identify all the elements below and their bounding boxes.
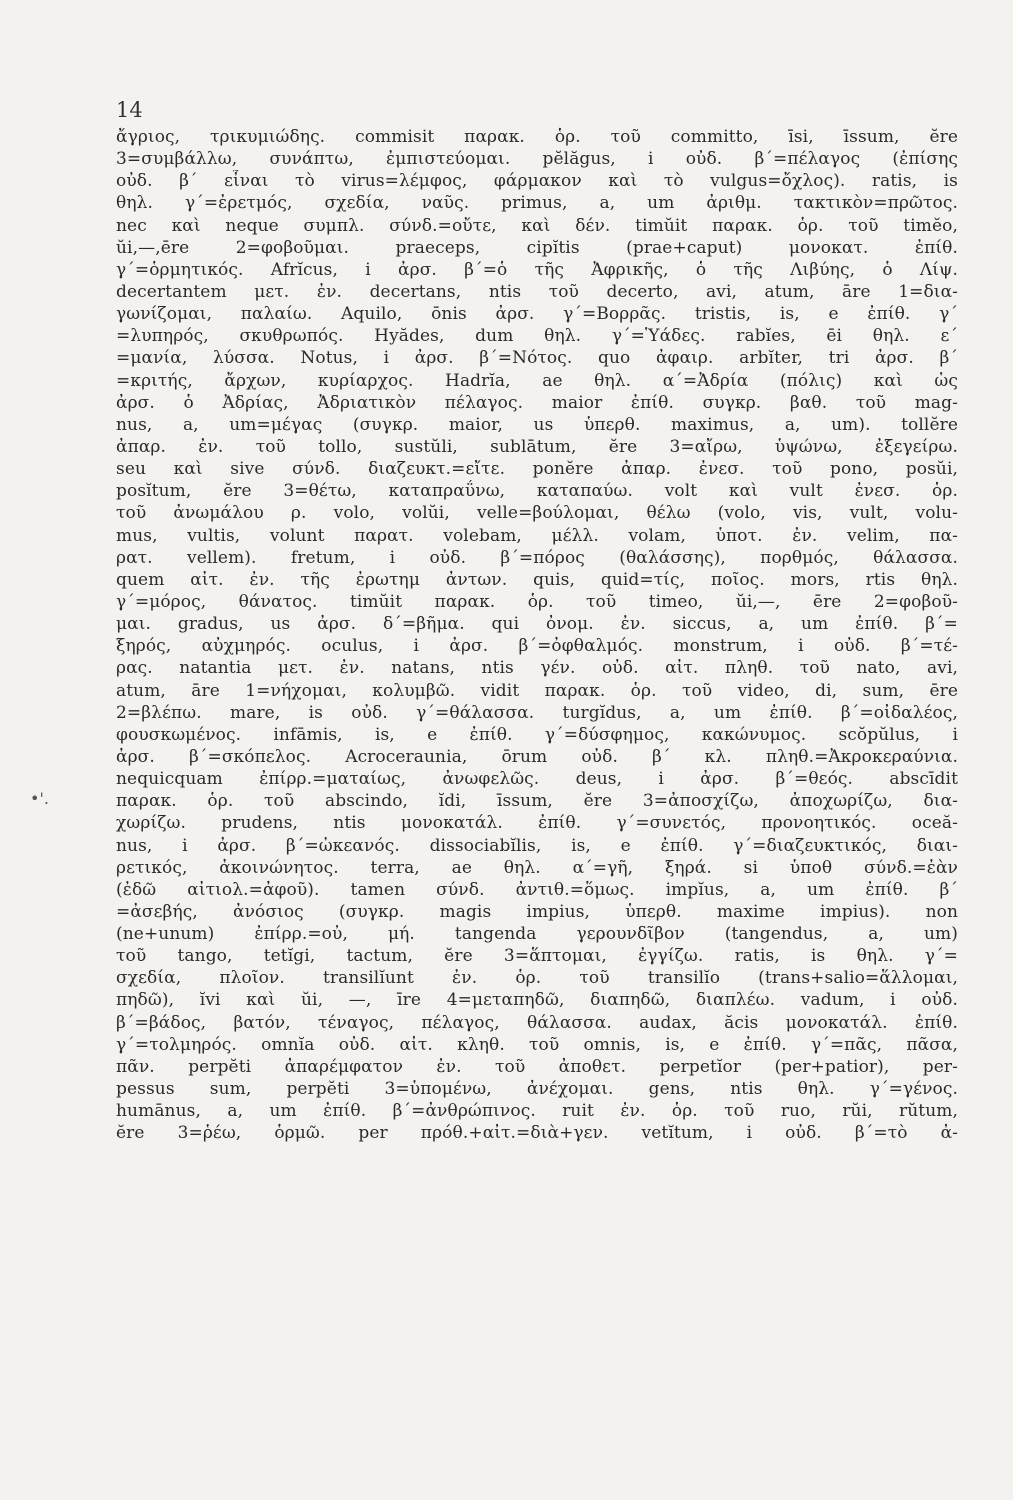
- text-line: γ΄=μόρος, θάνατος. timŭit παρακ. ὁρ. τοῦ timeo, ŭi,—, ēre 2=φοβοῦ-: [116, 591, 958, 612]
- text-line: θηλ. γ΄=ἐρετμός, σχεδία, ναῦς. primus, a, um ἀριθμ. τακτικὸν=πρῶτος.: [116, 193, 958, 214]
- text-line: β΄=βάδος, βατόν, τέναγος, πέλαγος, θάλασσα. audax, ăcis μονοκατάλ. ἐπίθ.: [116, 1012, 958, 1033]
- text-line: ŭi,—,ēre 2=φοβοῦμαι. praeceps, cipĭtis (prae+caput) μονοκατ. ἐπίθ.: [116, 237, 958, 258]
- text-line: =ἀσεβής, ἀνόσιος (συγκρ. magis impius, ὑπερθ. maxime impius). non: [116, 901, 958, 922]
- text-line: 2=βλέπω. mare, is οὐδ. γ΄=θάλασσα. turgĭdus, a, um ἐπίθ. β΄=οἰδαλέος,: [116, 702, 958, 723]
- text-line: posĭtum, ĕre 3=θέτω, καταπραΰνω, καταπαύω. volt καὶ vult ἐνεσ. ὁρ.: [116, 481, 958, 502]
- text-line: ρετικός, ἀκοινώνητος. terra, ae θηλ. α΄=γῆ, ξηρά. si ὑποθ σύνδ.=ἐὰν: [116, 857, 958, 878]
- text-line: ἄγριος, τρικυμιώδης. commisit παρακ. ὁρ. τοῦ committo, īsi, īssum, ĕre: [116, 127, 958, 147]
- text-line: nus, i ἀρσ. β΄=ὠκεανός. dissociabĭlis, is, e ἐπίθ. γ΄=διαζευκτικός, διαι-: [116, 835, 958, 856]
- text-line: pessus sum, perpĕti 3=ὑπομένω, ἀνέχομαι. gens, ntis θηλ. γ΄=γένος.: [116, 1079, 958, 1100]
- text-line: 3=συμβάλλω, συνάπτω, ἐμπιστεύομαι. pĕlăgus, i οὐδ. β΄=πέλαγος (ἐπίσης: [116, 149, 958, 170]
- text-line: (ne+unum) ἐπίρρ.=οὐ, μή. tangenda γερουνδῖβον (tangendus, a, um): [116, 924, 958, 945]
- text-line: ρας. natantia μετ. ἐν. natans, ntis γέν. οὐδ. αἰτ. πληθ. τοῦ nato, avi,: [116, 658, 958, 679]
- text-line: ἀρσ. β΄=σκόπελος. Acrocerauniа, ōrum οὐδ. β΄ κλ. πληθ.=Ἀκροκεραύνια.: [116, 746, 958, 767]
- text-line: τοῦ ἀνωμάλου ρ. volo, volŭi, velle=βούλομαι, θέλω (volo, vis, vult, volu-: [116, 503, 958, 524]
- text-line: atum, āre 1=νήχομαι, κολυμβῶ. vidit παρακ. ὁρ. τοῦ video, di, sum, ēre: [116, 680, 958, 701]
- text-line: =λυπηρός, σκυθρωπός. Hyădes, dum θηλ. γ΄=Ὑάδες. rabĭes, ēi θηλ. ε΄: [116, 326, 958, 347]
- text-line: ĕre 3=ῥέω, ὁρμῶ. per πρόθ.+αἰτ.=διὰ+γεν. vetĭtum, i οὐδ. β΄=τὸ ἀ-: [116, 1123, 958, 1144]
- text-line: σχεδία, πλοῖον. transilĭunt ἐν. ὁρ. τοῦ transilĭo (trans+salio=ἅλλομαι,: [116, 968, 958, 989]
- margin-mark: •'.: [30, 789, 49, 808]
- text-line: παρακ. ὁρ. τοῦ abscindo, ĭdi, īssum, ĕre 3=ἀποσχίζω, ἀποχωρίζω, δια-: [116, 791, 958, 812]
- text-line: γ΄=τολμηρός. omnĭa οὐδ. αἰτ. κληθ. τοῦ omnis, is, e ἐπίθ. γ΄=πᾶς, πᾶσα,: [116, 1034, 958, 1055]
- text-line: nequicquam ἐπίρρ.=ματαίως, ἀνωφελῶς. deus, i ἀρσ. β΄=θεός. abscīdit: [116, 769, 958, 790]
- text-line: =κριτής, ἄρχων, κυρίαρχος. Hadrĭa, ae θηλ. α΄=Ἀδρία (πόλις) καὶ ὡς: [116, 370, 958, 391]
- text-line: τοῦ tango, tetĭgi, tactum, ĕre 3=ἅπτομαι, ἐγγίζω. ratis, is θηλ. γ΄=: [116, 946, 958, 967]
- text-line: =μανία, λύσσα. Notus, i ἀρσ. β΄=Νότος. quo ἀφαιρ. arbĭter, tri ἀρσ. β΄: [116, 348, 958, 369]
- text-line: γωνίζομαι, παλαίω. Aquilo, ōnis ἀρσ. γ΄=Βορρᾶς. tristis, is, e ἐπίθ. γ΄: [116, 304, 958, 325]
- page-number: 14: [116, 98, 143, 122]
- text-line: χωρίζω. prudens, ntis μονοκατάλ. ἐπίθ. γ΄=συνετός, προνοητικός. oceă-: [116, 813, 958, 834]
- text-line: humānus, a, um ἐπίθ. β΄=ἀνθρώπινος. ruit ἐν. ὁρ. τοῦ ruo, rŭi, rŭtum,: [116, 1101, 958, 1122]
- text-line: ἀπαρ. ἐν. τοῦ tollo, sustŭli, sublātum, ĕre 3=αἴρω, ὑψώνω, ἐξεγείρω.: [116, 436, 958, 457]
- body-text: [116, 126, 958, 1144]
- text-line: nec καὶ neque συμπλ. σύνδ.=οὔτε, καὶ δέν. timŭit παρακ. ὁρ. τοῦ timĕo,: [116, 215, 958, 236]
- text-line: ρατ. vellem). fretum, i οὐδ. β΄=πόρος (θαλάσσης), πορθμός, θάλασσα.: [116, 547, 958, 568]
- text-line: οὐδ. β΄ εἶναι τὸ virus=λέμφος, φάρμακον καὶ τὸ vulgus=ὄχλος). ratis, is: [116, 171, 958, 192]
- text-line: ἀρσ. ὁ Ἀδρίας, Ἀδριατικὸν πέλαγος. maior ἐπίθ. συγκρ. βαθ. τοῦ mag-: [116, 392, 958, 413]
- text-line: seu καὶ sive σύνδ. διαζευκτ.=εἴτε. ponĕre ἀπαρ. ἐνεσ. τοῦ pono, posŭi,: [116, 459, 958, 480]
- text-line: quem αἰτ. ἐν. τῆς ἐρωτημ ἀντων. quis, quid=τίς, ποῖος. mors, rtis θηλ.: [116, 569, 958, 590]
- text-line: mus, vultis, volunt παρατ. volebam, μέλλ. volam, ὑποτ. ἐν. velim, πα-: [116, 525, 958, 546]
- text-line: μαι. gradus, us ἀρσ. δ΄=βῆμα. qui ὀνομ. ἐν. siccus, a, um ἐπίθ. β΄=: [116, 614, 958, 635]
- text-line: φουσκωμένος. infāmis, is, e ἐπίθ. γ΄=δύσφημος, κακώνυμος. scŏpŭlus, i: [116, 724, 958, 745]
- text-line: γ΄=ὁρμητικός. Afrĭcus, i ἀρσ. β΄=ὁ τῆς Ἀφρικῆς, ὁ τῆς Λιβύης, ὁ Λίψ.: [116, 259, 958, 280]
- text-line: nus, a, um=μέγας (συγκρ. maior, us ὑπερθ. maximus, a, um). tollĕre: [116, 414, 958, 435]
- text-line: (ἐδῶ αἰτιολ.=ἀφοῦ). tamen σύνδ. ἀντιθ.=ὅμως. impĭus, a, um ἐπίθ. β΄: [116, 879, 958, 900]
- text-line: πᾶν. perpĕti ἀπαρέμφατον ἐν. τοῦ ἀποθετ. perpetĭor (per+patior), per-: [116, 1056, 958, 1077]
- text-line: decertantem μετ. ἐν. decertans, ntis τοῦ decerto, avi, atum, āre 1=δια-: [116, 281, 958, 302]
- text-line: πηδῶ), ĭvi καὶ ŭi, —, īre 4=μεταπηδῶ, διαπηδῶ, διαπλέω. vadum, i οὐδ.: [116, 990, 958, 1011]
- text-line: ξηρός, αὐχμηρός. oculus, i ἀρσ. β΄=ὀφθαλμός. monstrum, i οὐδ. β΄=τέ-: [116, 636, 958, 657]
